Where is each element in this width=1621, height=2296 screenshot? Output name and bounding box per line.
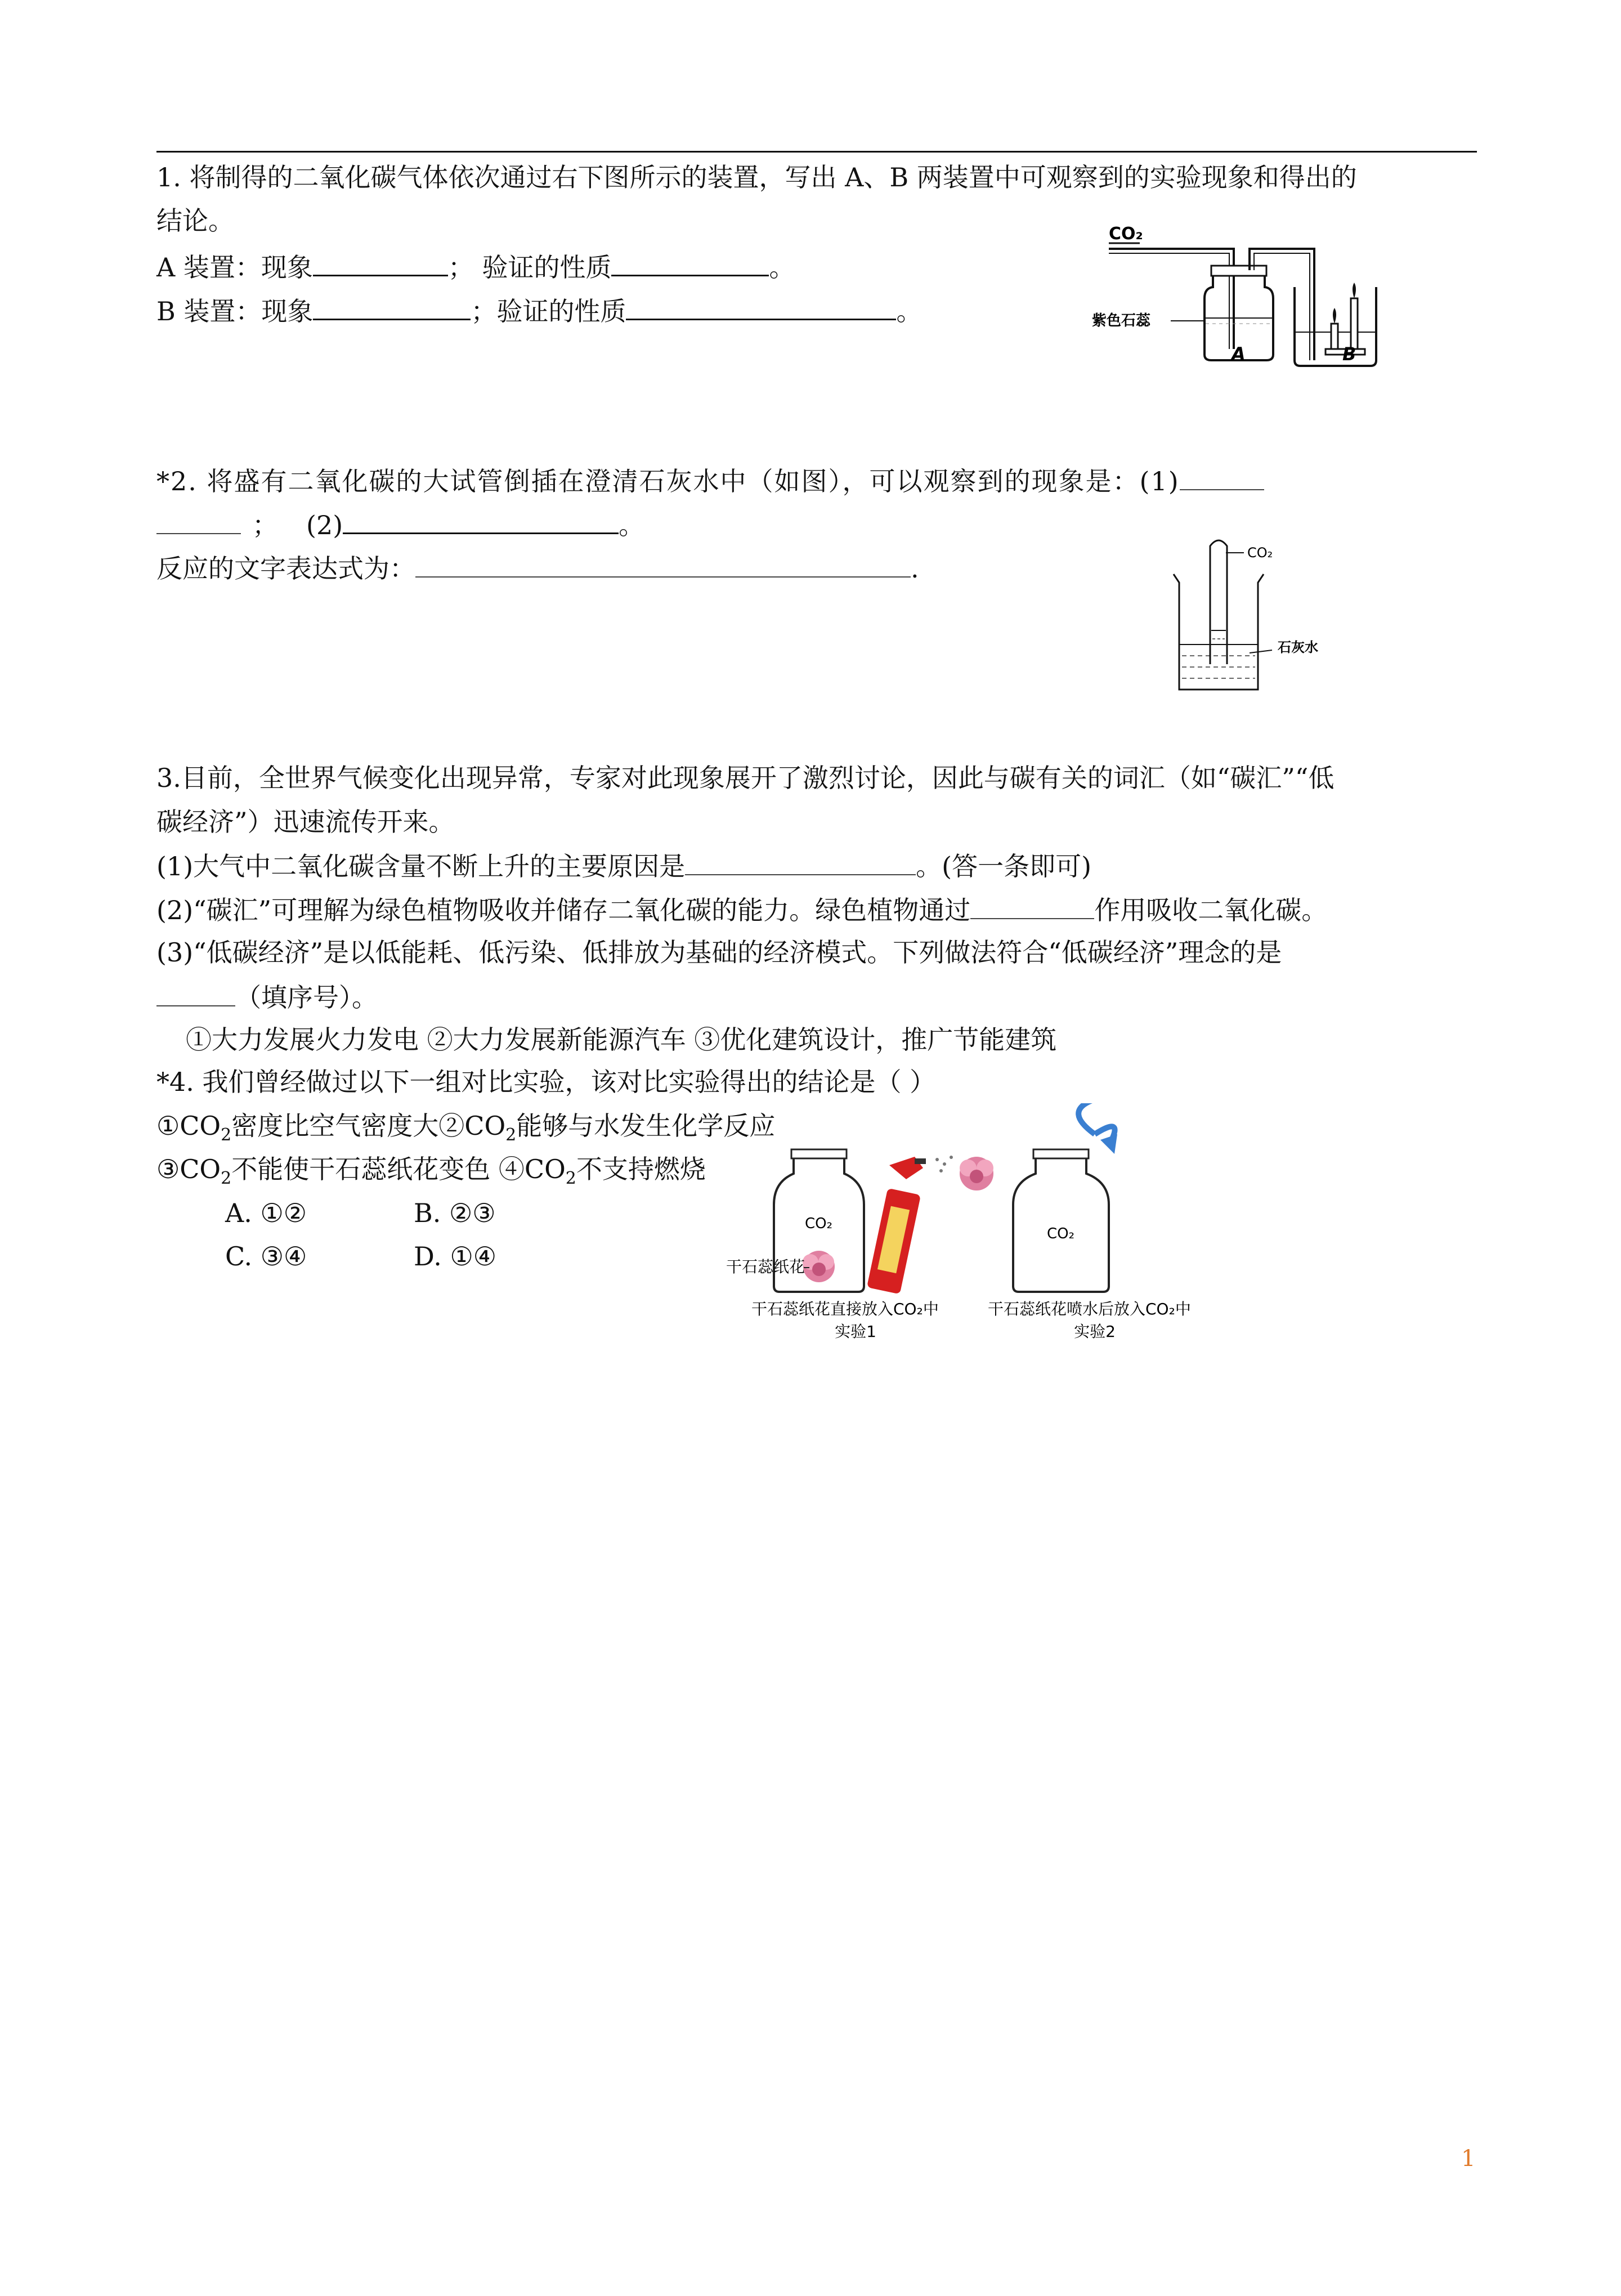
page-number: 1 — [1461, 2146, 1476, 2172]
q1-a-phenomenon-blank[interactable] — [313, 249, 448, 276]
q2-phenomenon1-blank-part1[interactable] — [1180, 463, 1264, 490]
q2-stem-line3: 反应的文字表达式为： . — [156, 550, 919, 585]
q3-stem-line2: 碳经济”）迅速流传开来。 — [156, 807, 455, 837]
q4-experiment-figure — [720, 1103, 1227, 1362]
q2-phenomenon1-blank-part2[interactable] — [156, 507, 241, 534]
q1-b-phenomenon-blank[interactable] — [313, 293, 471, 320]
q3-sub3: (3)“低碳经济”是以低能耗、低污染、低排放为基础的经济模式。下列做法符合“低碳经济”理念的是 — [156, 937, 1282, 968]
q4-statements-line2: $③CO_2$不能使干石蕊纸花变色 $④CO_2$不支持燃烧 — [156, 1154, 706, 1189]
q3-sub1: (1)大气中二氧化碳含量不断上升的主要原因是 。(答一条即可) — [156, 848, 1091, 883]
q4-flower1-icon — [803, 1251, 835, 1282]
q4-stem: *4. 我们曾经做过以下一组对比实验，该对比实验得出的结论是（ ） — [156, 1067, 936, 1097]
q3-options: ①大力发展火力发电 ②大力发展新能源汽车 ③优化建筑设计，推广节能建筑 — [186, 1024, 1057, 1055]
q3-sub1-blank[interactable] — [685, 848, 916, 875]
q4-fig-caption1: 干石蕊纸花直接放入CO₂中 — [751, 1300, 939, 1318]
q2-stem-line1: *2. 将盛有二氧化碳的大试管倒插在澄清石灰水中（如图），可以观察到的现象是：(1) — [156, 463, 1264, 498]
q3-sub2: (2)“碳汇”可理解为绿色植物吸收并储存二氧化碳的能力。绿色植物通过 作用吸收二氧化碳。 — [156, 892, 1327, 927]
q4-bottle1-co2-label: CO₂ — [805, 1215, 833, 1232]
spray-bottle-icon — [867, 1157, 926, 1294]
q2-phenomenon2-blank[interactable] — [343, 507, 619, 534]
q4-fig-caption2: 干石蕊纸花喷水后放入CO₂中 — [988, 1300, 1191, 1318]
header-rule — [156, 151, 1477, 153]
q1-a-line: A 装置：现象 ； 验证的性质 。 — [156, 249, 795, 284]
q4-fig-exp1-label: 实验1 — [835, 1322, 876, 1341]
q4-fig-flower-label: 干石蕊纸花 — [726, 1257, 805, 1276]
q4-option-c[interactable]: C. ③④ — [225, 1241, 307, 1272]
q3-sub3-blank[interactable] — [156, 979, 235, 1006]
q3-stem-line1: 3.目前，全世界气候变化出现异常，专家对此现象展开了激烈讨论，因此与碳有关的词汇（如“碳汇”“低 — [156, 763, 1335, 793]
q1-a-property-blank[interactable] — [611, 249, 769, 276]
q1-fig-litmus-label: 紫色石蕊 — [1092, 312, 1151, 329]
q4-statements-line1: $①CO_2$密度比空气密度大$②CO_2$能够与水发生化学反应 — [156, 1111, 776, 1145]
q1-fig-b-label: B — [1342, 343, 1356, 365]
q3-sub2-blank[interactable] — [970, 892, 1094, 919]
q1-stem-line2: 结论。 — [156, 205, 234, 236]
q4-option-b[interactable]: B. ②③ — [414, 1198, 496, 1228]
q1-fig-a-label: A — [1232, 343, 1246, 365]
q3-sub3-cont: （填序号）。 — [156, 979, 378, 1014]
q4-flower2-icon — [960, 1157, 993, 1190]
q1-fig-co2-label: CO₂ — [1109, 224, 1143, 244]
q1-b-property-blank[interactable] — [626, 293, 896, 320]
q4-bottle2-co2-label: CO₂ — [1047, 1225, 1075, 1242]
q4-option-d[interactable]: D. ①④ — [414, 1241, 496, 1272]
q2-testtube-figure — [1165, 529, 1351, 698]
q1-apparatus-figure — [1086, 220, 1413, 372]
q1-stem-line1: 1. 将制得的二氧化碳气体依次通过右下图所示的装置，写出 A、B 两装置中可观察到的实验现象和得出的 — [156, 162, 1357, 193]
q2-stem-line2: ； (2) 。 — [156, 507, 644, 542]
q4-option-a[interactable]: A. ①② — [225, 1198, 307, 1228]
q1-b-line: B 装置：现象 ；验证的性质 。 — [156, 293, 922, 328]
q2-fig-co2-label: CO₂ — [1247, 545, 1273, 561]
q2-fig-limewater-label: 石灰水 — [1278, 639, 1318, 655]
q4-fig-exp2-label: 实验2 — [1074, 1322, 1116, 1341]
q2-equation-blank[interactable] — [415, 550, 911, 578]
